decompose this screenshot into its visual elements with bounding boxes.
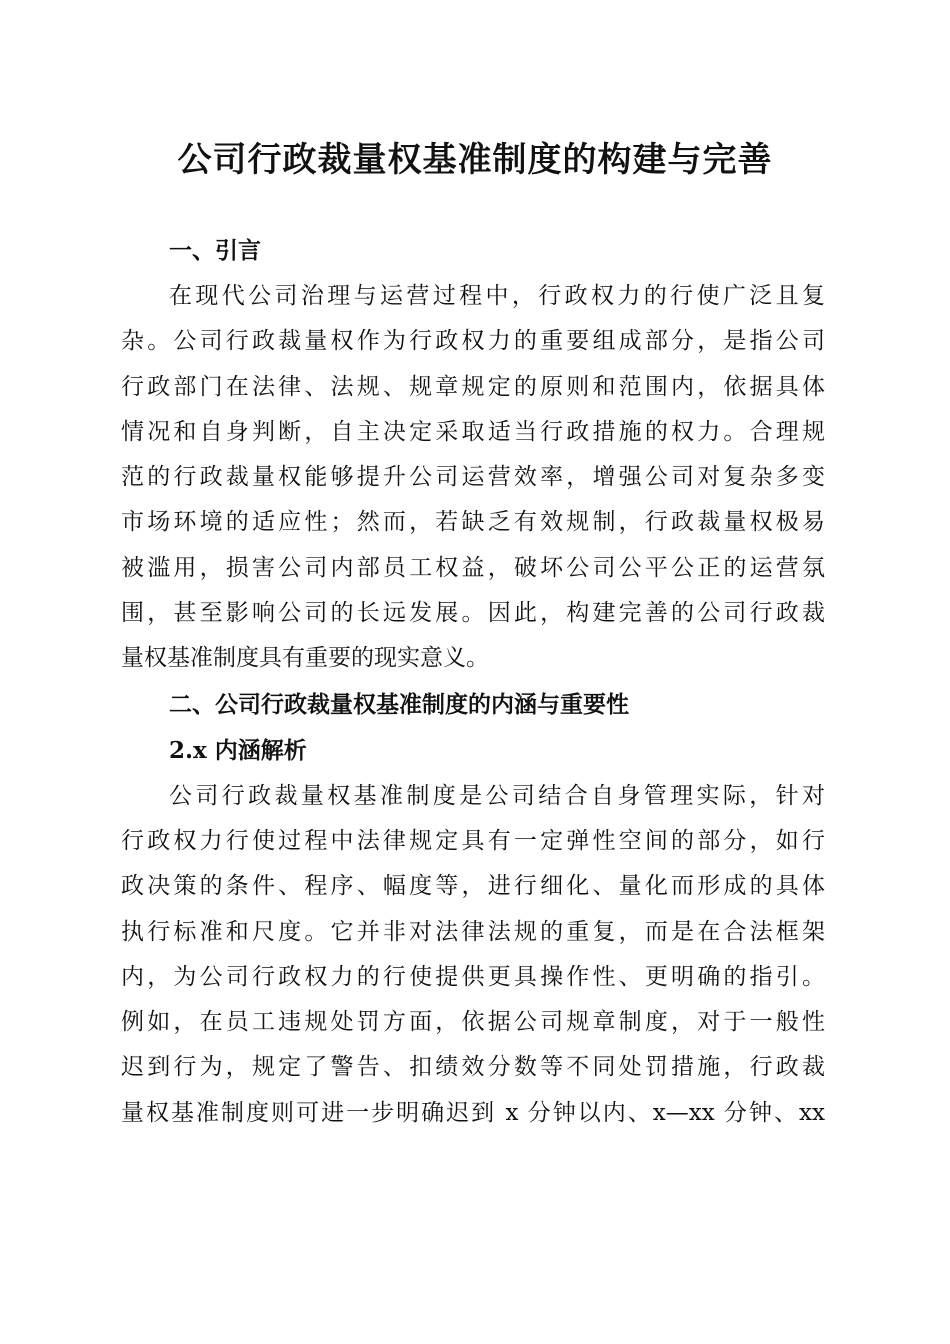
- paragraph-line: 迟到行为，规定了警告、扣绩效分数等不同处罚措施，行政裁: [121, 1054, 825, 1081]
- paragraph-line: 被滥用，损害公司内部员工权益，破坏公司公平公正的运营氛: [121, 554, 825, 581]
- paragraph-line: 例如，在员工违规处罚方面，依据公司规章制度，对于一般性: [121, 1009, 825, 1036]
- document-title: 公司行政裁量权基准制度的构建与完善: [177, 140, 773, 180]
- paragraph-line: 围，甚至影响公司的长远发展。因此，构建完善的公司行政裁: [121, 600, 825, 627]
- paragraph-line: 杂。公司行政裁量权作为行政权力的重要组成部分，是指公司: [121, 328, 825, 355]
- paragraph-line: 量权基准制度则可进一步明确迟到 x 分钟以内、x—xx 分钟、xx: [121, 1099, 825, 1126]
- subsection-heading-connotation-analysis: 2.x 内涵解析: [169, 736, 307, 764]
- paragraph-line: 执行标准和尺度。它并非对法律法规的重复，而是在合法框架: [121, 918, 825, 945]
- section-heading-connotation: 二、公司行政裁量权基准制度的内涵与重要性: [169, 691, 629, 718]
- paragraph-connotation: [121, 774, 825, 1136]
- paragraph-line: 情况和自身判断，自主决定采取适当行政措施的权力。合理规: [121, 418, 825, 445]
- paragraph-line: 行政部门在法律、法规、规章规定的原则和范围内，依据具体: [121, 373, 825, 400]
- section-heading-introduction: 一、引言: [169, 238, 261, 264]
- paragraph-line: 内，为公司行政权力的行使提供更具操作性、更明确的指引。: [121, 963, 825, 990]
- paragraph-introduction: [121, 274, 825, 682]
- paragraph-line: 量权基准制度具有重要的现实意义。: [121, 645, 489, 672]
- paragraph-line: 范的行政裁量权能够提升公司运营效率，增强公司对复杂多变: [121, 464, 825, 491]
- paragraph-line: 政决策的条件、程序、幅度等，进行细化、量化而形成的具体: [121, 873, 825, 900]
- paragraph-line: 行政权力行使过程中法律规定具有一定弹性空间的部分，如行: [121, 827, 825, 854]
- paragraph-line: 在现代公司治理与运营过程中，行政权力的行使广泛且复: [169, 283, 825, 309]
- document-body: [121, 228, 825, 1136]
- paragraph-line: 公司行政裁量权基准制度是公司结合自身管理实际，针对: [169, 782, 825, 809]
- paragraph-line: 市场环境的适应性；然而，若缺乏有效规制，行政裁量权极易: [121, 509, 825, 536]
